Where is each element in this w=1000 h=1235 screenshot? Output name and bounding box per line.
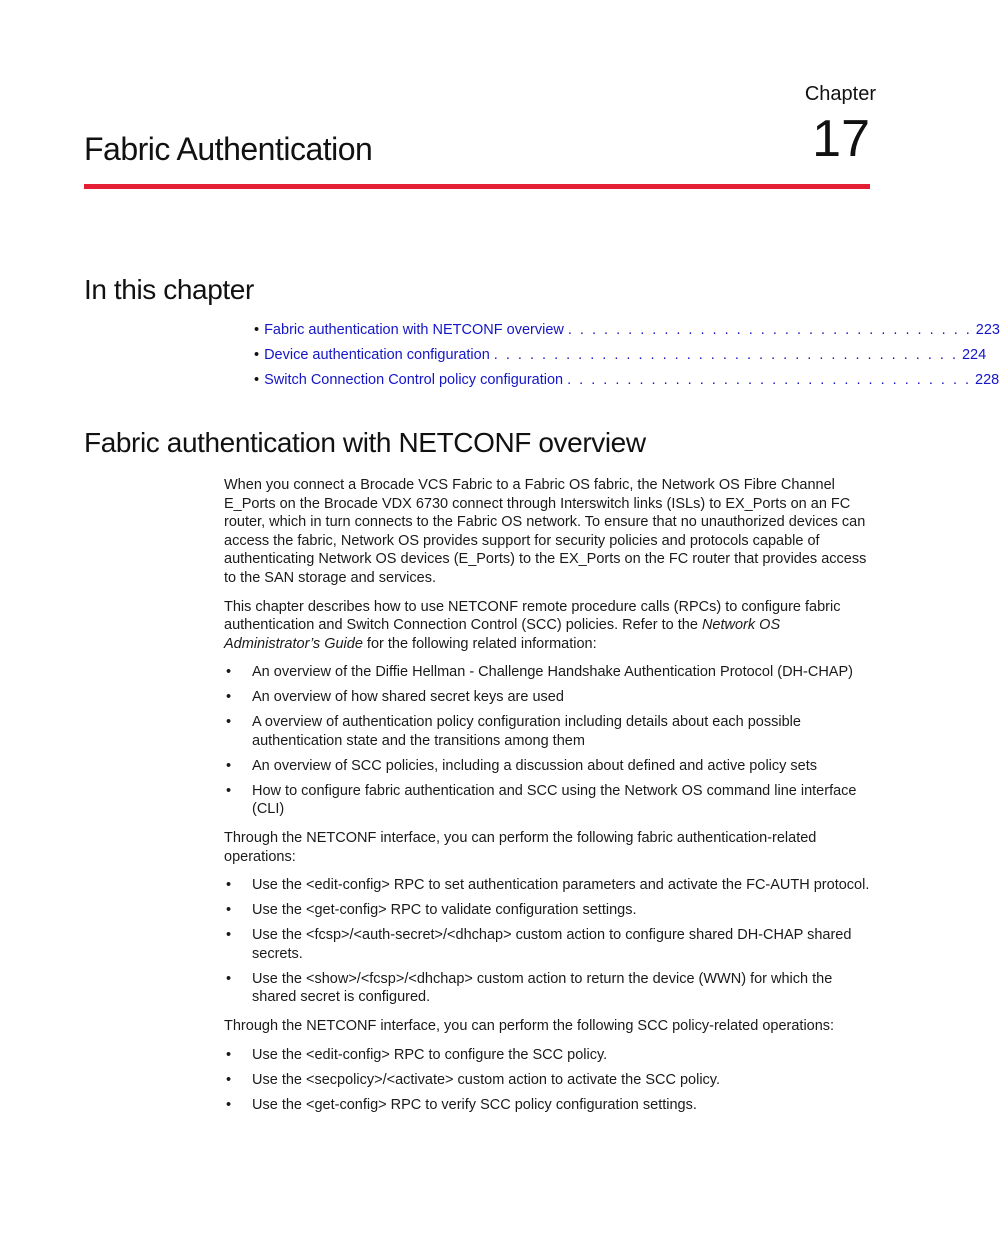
paragraph: When you connect a Brocade VCS Fabric to a Fabric OS fabric, the Network OS Fibre Channel E_Ports on the Brocade VDX 6730 connect through Interswitch links (ISLs) to EX_Ports on an FC router, which in turn connects to the Fabric OS network. To ensure that no unauthorized devices can access the fabric, Network OS provides support for security policies and protocols capable of authenticating Network OS devices (E_Ports) to the EX_Ports on the FC router that provides access to the SAN storage and services. bbox=[224, 477, 867, 586]
bullet-list bbox=[224, 1046, 872, 1115]
section-body bbox=[224, 476, 872, 1124]
toc-bullet: • bbox=[254, 372, 260, 388]
toc-item[interactable] bbox=[254, 347, 987, 372]
list-item: • Use the <secpolicy>/<activate> custom action to activate the SCC policy. bbox=[226, 1071, 720, 1088]
bullet: • bbox=[226, 689, 232, 706]
in-this-chapter-heading: In this chapter bbox=[84, 274, 254, 305]
section-heading: Fabric authentication with NETCONF overview bbox=[84, 427, 646, 458]
toc-page-number[interactable]: 223 bbox=[975, 322, 1000, 338]
list-item: • Use the <edit-config> RPC to set authentication parameters and activate the FC-AUTH protocol. bbox=[226, 877, 870, 894]
list-item: • Use the <get-config> RPC to validate configuration settings. bbox=[226, 902, 637, 919]
toc-leader: . . . . . . . . . . . . . . . . . . . . . . . . . . . . . . . . . . bbox=[567, 322, 972, 338]
bullet: • bbox=[226, 1071, 232, 1088]
bullet: • bbox=[226, 902, 232, 919]
bullet: • bbox=[226, 757, 232, 774]
toc-item[interactable] bbox=[254, 372, 1000, 397]
bullet-list bbox=[224, 876, 872, 1007]
list-item: • Use the <get-config> RPC to verify SCC policy configuration settings. bbox=[226, 1096, 697, 1113]
list-item: • An overview of the Diffie Hellman - Challenge Handshake Authentication Protocol (DH-CHAP) bbox=[226, 664, 853, 681]
toc-leader: . . . . . . . . . . . . . . . . . . . . . . . . . . . . . . . . . . . . . . . bbox=[493, 347, 958, 363]
chapter-label: Chapter bbox=[804, 83, 876, 105]
bullet: • bbox=[226, 1096, 232, 1113]
toc-link[interactable]: Switch Connection Control policy configuration bbox=[264, 372, 564, 388]
bullet: • bbox=[226, 714, 232, 731]
list-item: • An overview of how shared secret keys are used bbox=[226, 689, 564, 706]
list-item: • Use the <show>/<fcsp>/<dhchap> custom action to return the device (WWN) for which the shared secret is configured. bbox=[226, 970, 833, 1006]
chapter-title: Fabric Authentication bbox=[84, 131, 373, 167]
paragraph: Through the NETCONF interface, you can perform the following fabric authentication-related operations: bbox=[224, 830, 817, 865]
toc-page-number[interactable]: 224 bbox=[961, 347, 987, 363]
toc-item[interactable] bbox=[254, 322, 1000, 347]
toc-link[interactable]: Fabric authentication with NETCONF overview bbox=[264, 322, 564, 338]
list-item: • Use the <fcsp>/<auth-secret>/<dhchap> custom action to configure shared DH-CHAP shared secrets. bbox=[226, 927, 852, 962]
toc-bullet: • bbox=[254, 347, 260, 363]
bullet-list bbox=[224, 663, 872, 819]
chapter-number: 17 bbox=[812, 110, 870, 168]
bullet: • bbox=[226, 970, 232, 987]
paragraph: This chapter describes how to use NETCONF remote procedure calls (RPCs) to configure fabric authentication and Switch Connection Control (SCC) policies. Refer to the Network OS Administrator’s Guide for the following related information: bbox=[224, 598, 841, 652]
list-item: • Use the <edit-config> RPC to configure the SCC policy. bbox=[226, 1046, 608, 1063]
bullet: • bbox=[226, 782, 232, 799]
toc-bullet: • bbox=[254, 322, 260, 338]
title-rule bbox=[84, 184, 870, 189]
list-item: • An overview of SCC policies, including a discussion about defined and active policy sets bbox=[226, 757, 818, 774]
bullet: • bbox=[226, 927, 232, 944]
paragraph: Through the NETCONF interface, you can perform the following SCC policy-related operations: bbox=[224, 1017, 835, 1034]
chapter-toc bbox=[254, 322, 1000, 397]
bullet: • bbox=[226, 1046, 232, 1063]
guide-reference: Network OS Administrator’s Guide bbox=[224, 617, 781, 652]
bullet: • bbox=[226, 664, 232, 681]
list-item: • A overview of authentication policy configuration including details about each possible authentication state and the transitions among them bbox=[226, 714, 801, 749]
toc-page-number[interactable]: 228 bbox=[975, 372, 1000, 388]
toc-link[interactable]: Device authentication configuration bbox=[264, 347, 490, 363]
list-item: • How to configure fabric authentication and SCC using the Network OS command line interface (CLI) bbox=[226, 782, 857, 818]
toc-leader: . . . . . . . . . . . . . . . . . . . . . . . . . . . . . . . . . . bbox=[567, 372, 972, 388]
bullet: • bbox=[226, 877, 232, 894]
